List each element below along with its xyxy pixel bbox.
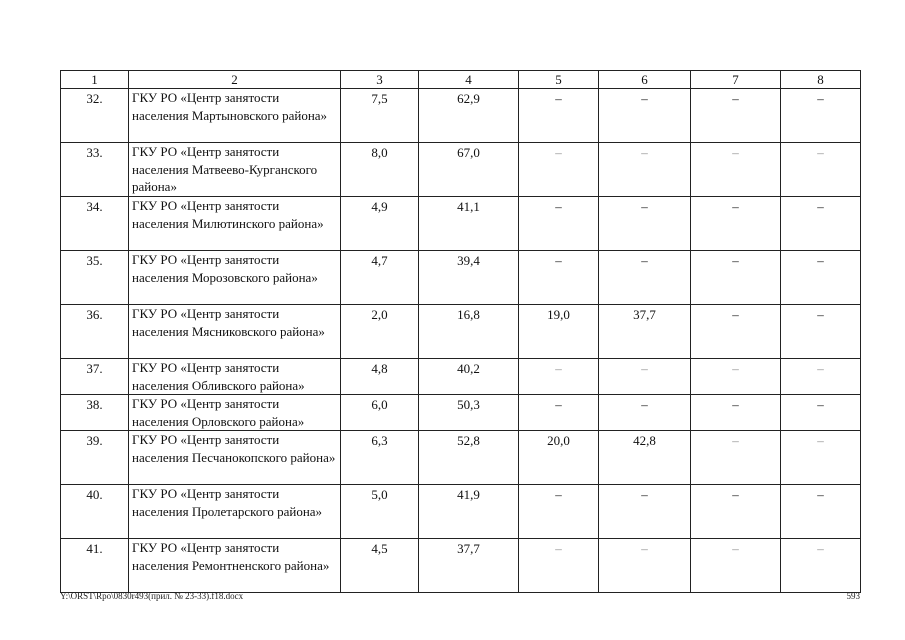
- value-cell-col5: –: [519, 359, 599, 395]
- row-number-cell: 32.: [61, 89, 129, 143]
- value-cell-col3: 2,0: [341, 305, 419, 359]
- value-cell-col7: –: [691, 431, 781, 485]
- value-cell-col3: 4,8: [341, 359, 419, 395]
- organization-name-cell: ГКУ РО «Центр занятости населения Пролетарского района»: [129, 485, 341, 539]
- value-cell-col5: 19,0: [519, 305, 599, 359]
- row-number-cell: 35.: [61, 251, 129, 305]
- column-header: 3: [341, 71, 419, 89]
- data-table: [60, 70, 861, 593]
- value-cell-col7: –: [691, 359, 781, 395]
- organization-name-cell: ГКУ РО «Центр занятости населения Морозовского района»: [129, 251, 341, 305]
- value-cell-col4: 39,4: [419, 251, 519, 305]
- value-cell-col4: 41,1: [419, 197, 519, 251]
- value-cell-col5: –: [519, 485, 599, 539]
- value-cell-col5: –: [519, 395, 599, 431]
- row-number-cell: 33.: [61, 143, 129, 197]
- value-cell-col7: –: [691, 395, 781, 431]
- value-cell-col6: –: [599, 89, 691, 143]
- value-cell-col3: 5,0: [341, 485, 419, 539]
- value-cell-col6: –: [599, 197, 691, 251]
- column-header: 4: [419, 71, 519, 89]
- row-number-cell: 39.: [61, 431, 129, 485]
- value-cell-col8: –: [781, 89, 861, 143]
- table-row: [61, 305, 861, 359]
- table-row: [61, 395, 861, 431]
- organization-name-cell: ГКУ РО «Центр занятости населения Орловского района»: [129, 395, 341, 431]
- value-cell-col8: –: [781, 305, 861, 359]
- table-row: [61, 359, 861, 395]
- table-row: [61, 539, 861, 593]
- value-cell-col5: 20,0: [519, 431, 599, 485]
- value-cell-col6: –: [599, 539, 691, 593]
- row-number-cell: 41.: [61, 539, 129, 593]
- value-cell-col7: –: [691, 143, 781, 197]
- value-cell-col7: –: [691, 305, 781, 359]
- value-cell-col3: 4,9: [341, 197, 419, 251]
- table-row: [61, 431, 861, 485]
- value-cell-col8: –: [781, 395, 861, 431]
- value-cell-col5: –: [519, 539, 599, 593]
- value-cell-col6: –: [599, 395, 691, 431]
- column-header: 1: [61, 71, 129, 89]
- value-cell-col4: 16,8: [419, 305, 519, 359]
- organization-name-cell: ГКУ РО «Центр занятости населения Матвеево-Курганского района»: [129, 143, 341, 197]
- value-cell-col7: –: [691, 197, 781, 251]
- value-cell-col6: –: [599, 143, 691, 197]
- row-number-cell: 36.: [61, 305, 129, 359]
- value-cell-col6: –: [599, 251, 691, 305]
- column-header: 6: [599, 71, 691, 89]
- table-header-row: [61, 71, 861, 89]
- row-number-cell: 37.: [61, 359, 129, 395]
- value-cell-col5: –: [519, 89, 599, 143]
- value-cell-col7: –: [691, 89, 781, 143]
- value-cell-col4: 62,9: [419, 89, 519, 143]
- value-cell-col6: –: [599, 485, 691, 539]
- table-row: [61, 485, 861, 539]
- table-row: [61, 197, 861, 251]
- value-cell-col8: –: [781, 431, 861, 485]
- organization-name-cell: ГКУ РО «Центр занятости населения Мартыновского района»: [129, 89, 341, 143]
- value-cell-col4: 52,8: [419, 431, 519, 485]
- value-cell-col4: 40,2: [419, 359, 519, 395]
- row-number-cell: 40.: [61, 485, 129, 539]
- column-header: 5: [519, 71, 599, 89]
- organization-name-cell: ГКУ РО «Центр занятости населения Ремонтненского района»: [129, 539, 341, 593]
- value-cell-col7: –: [691, 539, 781, 593]
- value-cell-col3: 6,3: [341, 431, 419, 485]
- value-cell-col6: 37,7: [599, 305, 691, 359]
- value-cell-col7: –: [691, 485, 781, 539]
- column-header: 8: [781, 71, 861, 89]
- value-cell-col6: 42,8: [599, 431, 691, 485]
- organization-name-cell: ГКУ РО «Центр занятости населения Обливского района»: [129, 359, 341, 395]
- column-header: 2: [129, 71, 341, 89]
- row-number-cell: 38.: [61, 395, 129, 431]
- value-cell-col3: 4,7: [341, 251, 419, 305]
- value-cell-col5: –: [519, 251, 599, 305]
- page-number: 593: [846, 591, 860, 601]
- value-cell-col8: –: [781, 485, 861, 539]
- organization-name-cell: ГКУ РО «Центр занятости населения Милютинского района»: [129, 197, 341, 251]
- value-cell-col3: 4,5: [341, 539, 419, 593]
- value-cell-col8: –: [781, 359, 861, 395]
- table-row: [61, 251, 861, 305]
- value-cell-col8: –: [781, 143, 861, 197]
- table-row: [61, 89, 861, 143]
- value-cell-col7: –: [691, 251, 781, 305]
- value-cell-col8: –: [781, 251, 861, 305]
- table-row: [61, 143, 861, 197]
- value-cell-col3: 7,5: [341, 89, 419, 143]
- row-number-cell: 34.: [61, 197, 129, 251]
- value-cell-col4: 41,9: [419, 485, 519, 539]
- value-cell-col6: –: [599, 359, 691, 395]
- value-cell-col5: –: [519, 197, 599, 251]
- value-cell-col8: –: [781, 539, 861, 593]
- value-cell-col5: –: [519, 143, 599, 197]
- value-cell-col4: 67,0: [419, 143, 519, 197]
- organization-name-cell: ГКУ РО «Центр занятости населения Песчанокопского района»: [129, 431, 341, 485]
- column-header: 7: [691, 71, 781, 89]
- value-cell-col3: 8,0: [341, 143, 419, 197]
- organization-name-cell: ГКУ РО «Центр занятости населения Мясниковского района»: [129, 305, 341, 359]
- value-cell-col4: 37,7: [419, 539, 519, 593]
- value-cell-col4: 50,3: [419, 395, 519, 431]
- value-cell-col3: 6,0: [341, 395, 419, 431]
- value-cell-col8: –: [781, 197, 861, 251]
- footer-file-path: Y:\ORST\Rpo\0830r493(прил. № 23-33).f18.docx: [60, 591, 244, 601]
